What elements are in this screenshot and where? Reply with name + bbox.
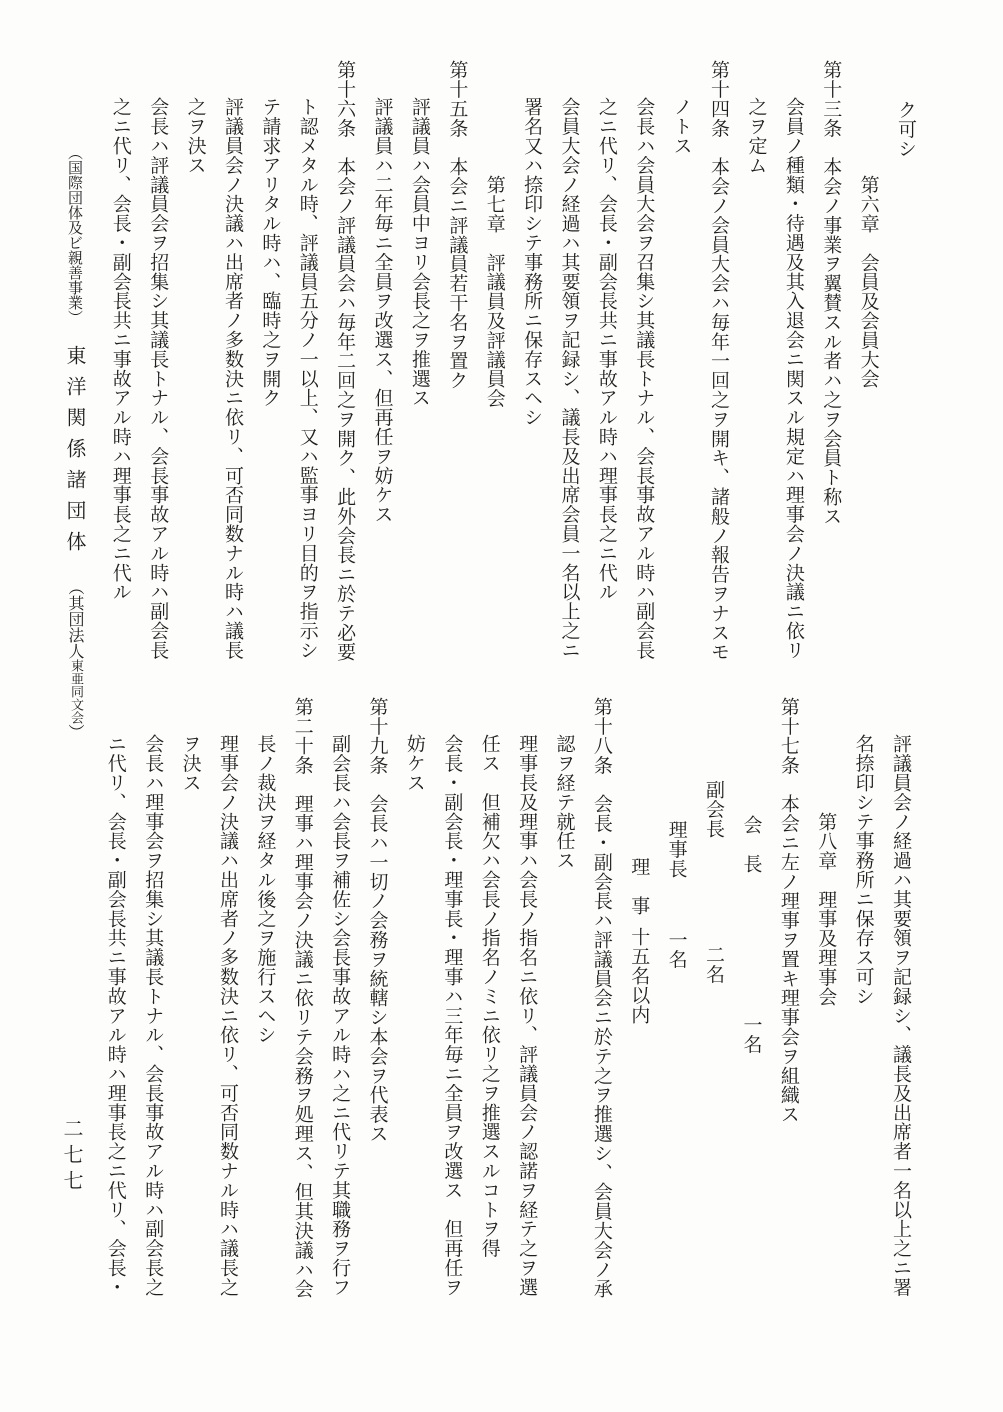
text-line: 認ヲ経テ就任ス (553, 734, 576, 870)
footer-org-suffix: ） (66, 724, 85, 740)
text-line: 会長ハ会員大会ヲ召集シ其議長トナル、会長事故アル時ハ副会長 (633, 97, 656, 660)
officer-row (657, 697, 694, 1337)
officer-row (695, 697, 732, 1337)
text-line: 評議員ハ会員中ヨリ会長之ヲ推選ス (408, 97, 431, 408)
text-line: 之ニ代リ、会長・副会長共ニ事故アル時ハ理事長之ニ代ル (595, 97, 618, 602)
article-line: 第十九条 会長ハ一切ノ会務ヲ統轄シ本会ヲ代表ス (366, 697, 389, 1144)
article-line: 第十四条 本会ノ会員大会ハ毎年一回之ヲ開キ、諸般ノ報告ヲナスモ (708, 60, 731, 662)
text-line: 理事長及理事ハ会長ノ指名ニ依リ、評議員会ノ認諾ヲ経テ之ヲ選 (516, 734, 539, 1297)
text-line: 会員大会ノ経過ハ其要領ヲ記録シ、議長及出席会員一名以上之ニ (558, 97, 581, 660)
officer-title: 会 長 (740, 815, 763, 874)
text-line: 副会長ハ会長ヲ補佐シ会長事故アル時ハ之ニ代リテ其職務ヲ行フ (329, 734, 352, 1297)
text-line: 之ヲ決ス (184, 97, 207, 175)
text-line: ヲ決ス (179, 734, 202, 793)
article-line: 第十七条 本会ニ左ノ理事ヲ置キ理事会ヲ組織ス (777, 697, 800, 1124)
text-line: 名捺印シテ事務所ニ保存ス可シ (852, 734, 875, 1006)
text-line: 評議員ハ二年毎ニ全員ヲ改選ス、但再任ヲ妨ケス (371, 97, 394, 524)
text-line: 妨ケス (403, 734, 426, 793)
lower-text-block (96, 697, 919, 1337)
article-line: 第十八条 会長・副会長ハ評議員会ニ於テ之ヲ推選シ、会員大会ノ承 (590, 697, 613, 1299)
page-number: 二七七 (60, 1118, 84, 1196)
footer-category: （国際団体及ビ親善事業） (66, 145, 84, 325)
officer-title: 理 事 (628, 857, 651, 916)
text-line: 会長ハ理事会ヲ招集シ其議長トナル、会長事故アル時ハ副会長之 (142, 734, 165, 1297)
officer-count: 二名 (703, 945, 726, 985)
article-line: 第十三条 本会ノ事業ヲ翼賛スル者ハ之ヲ会員ト称ス (820, 60, 843, 526)
text-line: ク可シ (895, 100, 917, 159)
text-line: 会長ハ評議員会ヲ招集シ其議長トナル、会長事故アル時ハ副会長 (147, 97, 170, 660)
text-line: 評議員会ノ決議ハ出席者ノ多数決ニ依リ、可否同数ナル時ハ議長 (221, 97, 244, 660)
text-line: ノトス (670, 97, 693, 156)
text-line: 評議員会ノ経過ハ其要領ヲ記録シ、議長及出席者一名以上之ニ署 (890, 734, 912, 1297)
officer-count: 一名 (740, 1015, 763, 1055)
article-line: 第十六条 本会ノ評議員会ハ毎年二回之ヲ開ク、此外会長ニ於テ必要 (334, 60, 357, 662)
officer-count: 一名 (665, 930, 688, 970)
footer-group-title: 東洋関係諸団体 (63, 345, 87, 562)
footer-org-name: 東亜同文会 (68, 659, 83, 724)
article-line: 第二十条 理事ハ理事会ノ決議ニ依リテ会務ヲ処理ス、但其決議ハ会 (291, 697, 314, 1299)
text-line: ト認メタル時、評議員五分ノ一以上、又ハ監事ヨリ目的ヲ指示シ (296, 97, 319, 660)
chapter-heading: 第六章 会員及会員大会 (857, 175, 880, 389)
article-line: 第十五条 本会ニ評議員若干名ヲ置ク (446, 60, 469, 390)
running-footer (60, 145, 90, 785)
chapter-heading: 第八章 理事及理事会 (815, 812, 838, 1006)
text-line: ニ代リ、会長・副会長共ニ事故アル時ハ理事長之ニ代リ、会長・ (104, 734, 127, 1297)
text-line: 長ノ裁決ヲ経タル後之ヲ施行スヘシ (254, 734, 277, 1045)
footer-org-prefix: （其団法人 (66, 579, 85, 659)
text-line: テ請求アリタル時ハ、臨時之ヲ開ク (259, 97, 282, 408)
text-line: 署名又ハ捺印シテ事務所ニ保存スヘシ (521, 97, 544, 427)
officer-row (732, 697, 769, 1337)
text-line: 会長・副会長・理事長・理事ハ三年毎ニ全員ヲ改選ス 但再任ヲ (441, 734, 464, 1297)
officer-title: 理事長 (665, 820, 688, 879)
officer-count: 十五名以内 (628, 927, 651, 1025)
text-line: 之ニ代リ、会長・副会長共ニ事故アル時ハ理事長之ニ代ル (109, 97, 132, 602)
officer-title: 副会長 (703, 780, 726, 839)
text-line: 会員ノ種類・待遇及其入退会ニ関スル規定ハ理事会ノ決議ニ依リ (782, 97, 805, 660)
chapter-heading: 第七章 評議員及評議員会 (483, 175, 506, 408)
text-line: 理事会ノ決議ハ出席者ノ多数決ニ依リ、可否同数ナル時ハ議長之 (216, 734, 239, 1297)
officer-row (620, 697, 657, 1337)
text-line: 任ス 但補欠ハ会長ノ指名ノミニ依リ之ヲ推選スルコトヲ得 (478, 734, 501, 1258)
text-line: 之ヲ定ム (745, 97, 768, 175)
upper-text-block (101, 60, 924, 680)
